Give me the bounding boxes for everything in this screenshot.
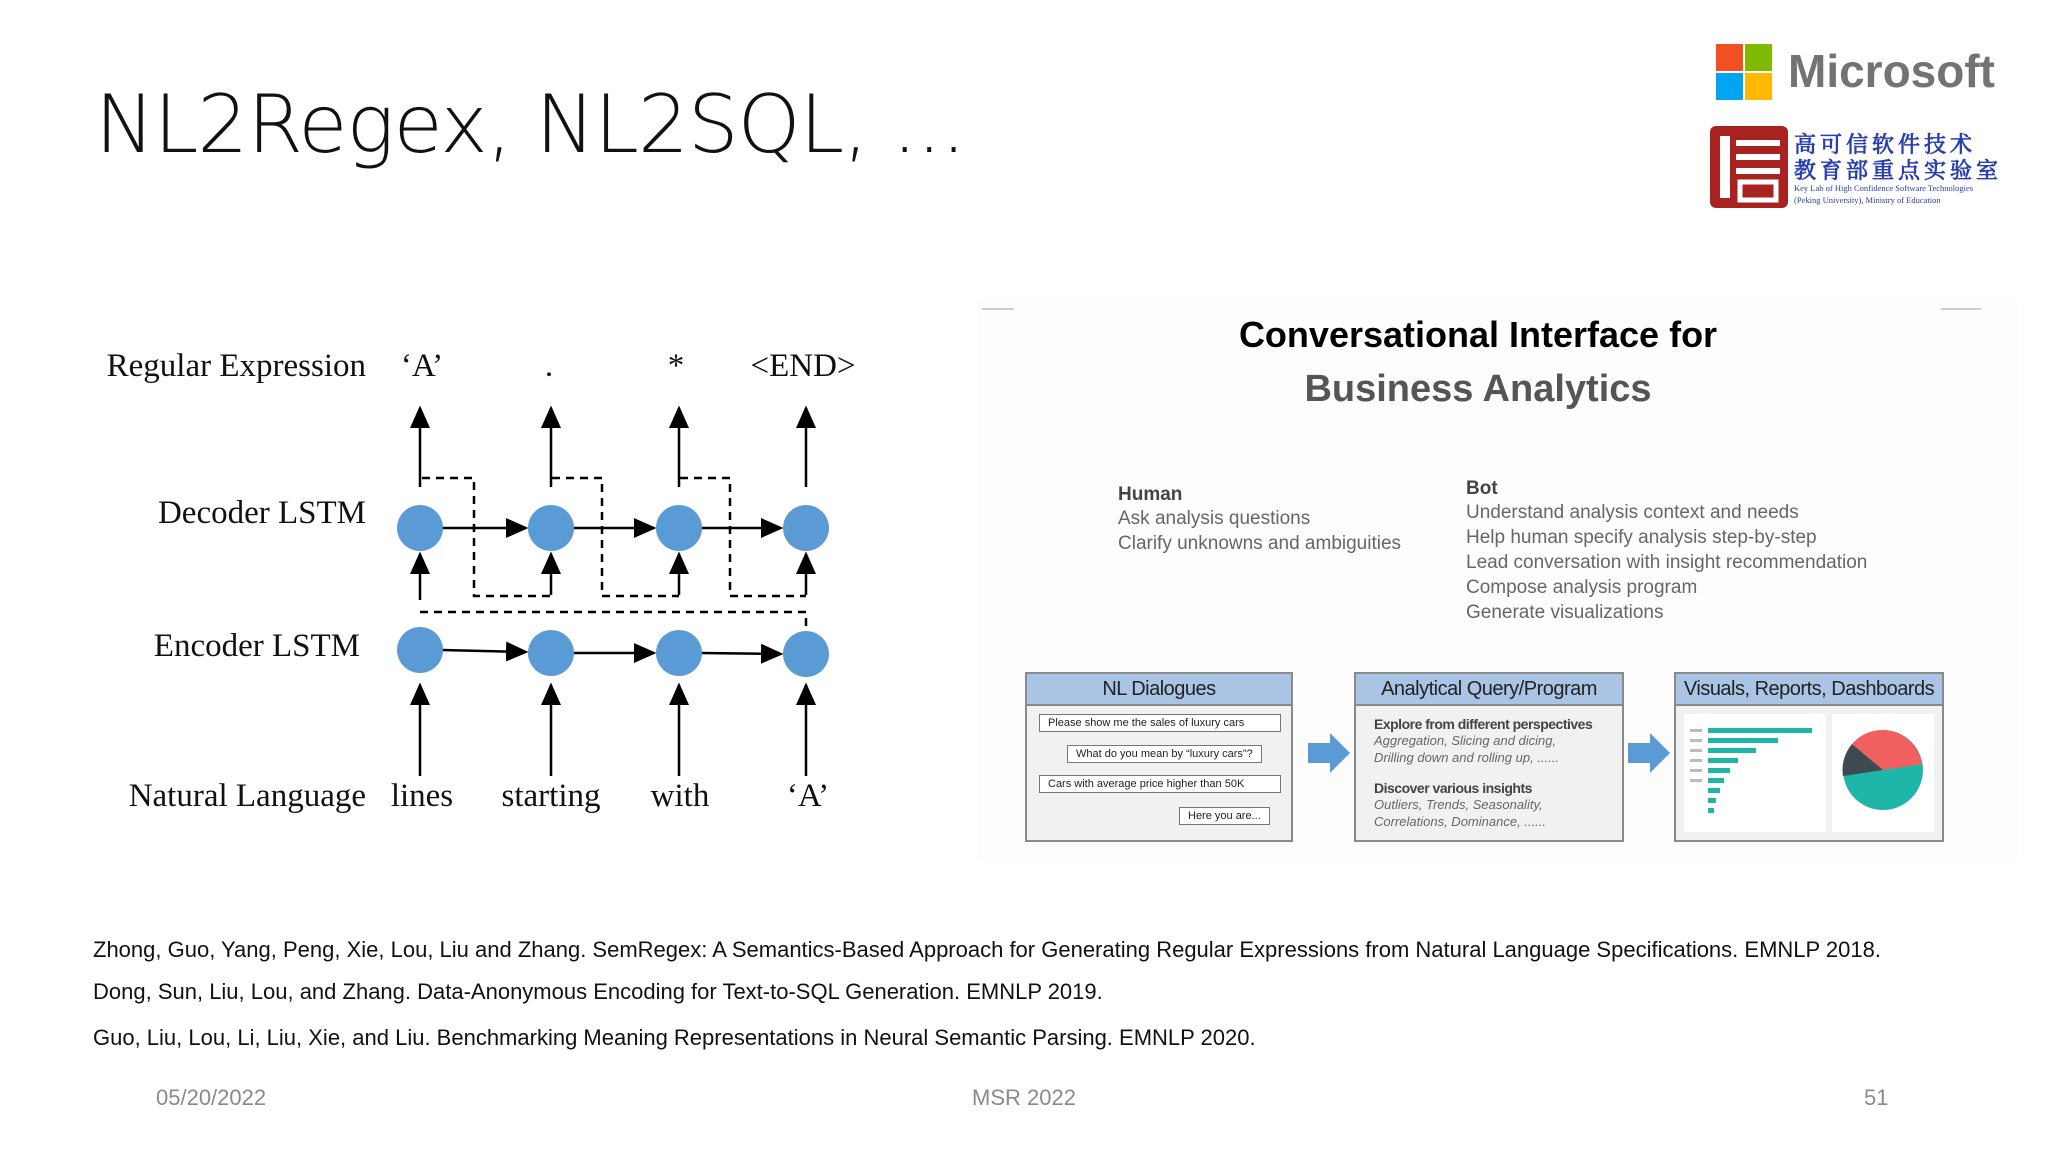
reference: Guo, Liu, Lou, Li, Liu, Xie, and Liu. Benchmarking Meaning Representations in Neural Semantic Parsing. EMNLP 2020. — [93, 1025, 1256, 1050]
label-encoder-lstm: Encoder LSTM — [153, 628, 360, 664]
output-token: . — [544, 348, 554, 384]
query-heading: Explore from different perspectives — [1374, 716, 1593, 732]
human-line: Clarify unknowns and ambiguities — [1118, 533, 1402, 554]
lab-name-zh-line1: 高可信软件技术 — [1794, 133, 1977, 158]
lab-seal-icon — [1710, 126, 1788, 208]
footer-date: 05/20/2022 — [156, 1085, 267, 1110]
microsoft-wordmark: Microsoft — [1788, 45, 1995, 97]
human-line: Ask analysis questions — [1118, 508, 1311, 529]
lab-logo — [1710, 124, 2020, 210]
bot-line: Understand analysis context and needs — [1466, 502, 1799, 523]
dialogue-bubble: Here you are... — [1179, 807, 1270, 825]
bot-line: Lead conversation with insight recommendation — [1466, 552, 1868, 573]
input-token: starting — [501, 778, 601, 814]
label-natural-language: Natural Language — [128, 778, 366, 814]
visuals-box — [1674, 672, 1944, 842]
right-arrow-icon — [1628, 733, 1670, 773]
nl-dialogues-title: NL Dialogues — [1027, 674, 1291, 706]
footer-center: MSR 2022 — [972, 1085, 1076, 1110]
windows-squares-icon — [1716, 44, 1772, 100]
bot-line: Compose analysis program — [1466, 577, 1698, 598]
input-token: ‘A’ — [786, 778, 830, 814]
reference: Dong, Sun, Liu, Lou, and Zhang. Data-Anonymous Encoding for Text-to-SQL Generation. EMNLP 2019. — [93, 979, 1103, 1004]
query-detail: Outliers, Trends, Seasonality, — [1374, 797, 1543, 812]
encoder-node — [783, 631, 829, 677]
output-token: <END> — [750, 348, 856, 384]
encoder-node — [528, 630, 574, 676]
label-regular-expression: Regular Expression — [106, 348, 366, 384]
encoder-node — [397, 627, 443, 673]
query-detail: Aggregation, Slicing and dicing, — [1374, 733, 1557, 748]
decoder-node — [783, 505, 829, 551]
right-arrow-icon — [1308, 733, 1350, 773]
human-heading: Human — [1118, 484, 1183, 505]
lab-name-en-line1: Key Lab of High Confidence Software Technologies — [1794, 183, 1974, 193]
decoder-node — [528, 505, 574, 551]
query-detail: Drilling down and rolling up, ...... — [1374, 750, 1559, 765]
seq2seq-diagram — [90, 340, 890, 840]
visuals-title: Visuals, Reports, Dashboards — [1676, 674, 1942, 706]
reference: Zhong, Guo, Yang, Peng, Xie, Lou, Liu and Zhang. SemRegex: A Semantics-Based Approach for Generating Regular Expressions from Natural Language Specifications. EMNLP 2018. — [93, 937, 1881, 962]
input-token: lines — [390, 778, 454, 814]
decoder-node — [397, 505, 443, 551]
output-token: * — [667, 348, 685, 384]
conversational-interface-figure — [978, 300, 2018, 860]
output-token: ‘A’ — [400, 348, 444, 384]
dialogue-bubble: Please show me the sales of luxury cars — [1039, 714, 1281, 732]
cia-title-line1: Conversational Interface for — [1238, 314, 1718, 355]
bar-chart-thumbnail — [1684, 714, 1826, 832]
bot-line: Generate visualizations — [1466, 602, 1664, 623]
query-detail: Correlations, Dominance, ...... — [1374, 814, 1546, 829]
bot-line: Help human specify analysis step-by-step — [1466, 527, 1817, 548]
bot-heading: Bot — [1466, 478, 1498, 499]
dialogue-bubble: Cars with average price higher than 50K — [1039, 775, 1281, 793]
lab-name-en-line2: (Peking University), Ministry of Education — [1794, 195, 1941, 205]
input-token: with — [650, 778, 710, 814]
analytical-query-box — [1354, 672, 1624, 842]
encoder-node — [656, 630, 702, 676]
dialogue-bubble: What do you mean by “luxury cars”? — [1067, 745, 1262, 763]
cia-title-line2: Business Analytics — [1304, 368, 1652, 410]
slide-title: NL2Regex, NL2SQL, ... — [95, 78, 966, 171]
page-number: 51 — [1864, 1085, 1889, 1110]
label-decoder-lstm: Decoder LSTM — [157, 495, 366, 531]
decoder-node — [656, 505, 702, 551]
analytical-query-title: Analytical Query/Program — [1356, 674, 1622, 706]
query-heading: Discover various insights — [1374, 780, 1532, 796]
microsoft-logo — [1716, 44, 2001, 106]
lab-name-zh-line2: 教育部重点实验室 — [1794, 159, 2003, 184]
pie-chart-thumbnail — [1832, 714, 1934, 832]
nl-dialogues-box — [1025, 672, 1293, 842]
